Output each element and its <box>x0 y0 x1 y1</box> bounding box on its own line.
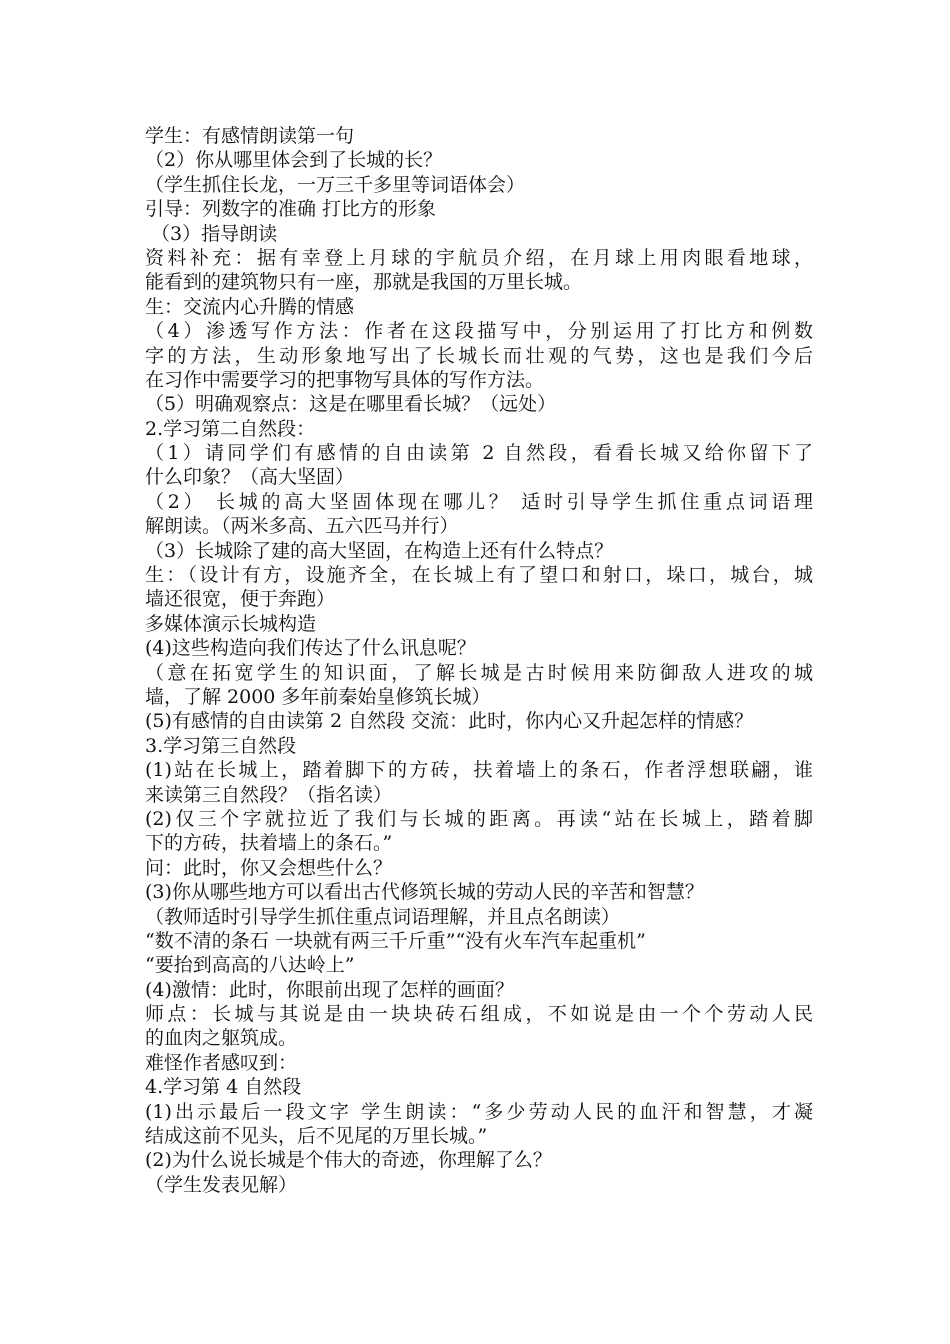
text-line: 引导：列数字的准确 打比方的形象 <box>145 198 437 221</box>
text-line: (3)你从哪些地方可以看出古代修筑长城的劳动人民的辛苦和智慧？ <box>145 881 704 904</box>
text-line: （教师适时引导学生抓住重点词语理解，并且点名朗读） <box>145 905 621 928</box>
text-line: 生：（设计有方，设施齐全，在长城上有了望口和射口，垛口，城台，城 <box>145 564 813 587</box>
document-body <box>145 124 813 1197</box>
text-line: （1）请同学们有感情的自由读第 2 自然段，看看长城又给你留下了 <box>145 442 813 465</box>
text-line: 结成这前不见头，后不见尾的万里长城。” <box>145 1125 488 1148</box>
text-line: 在习作中需要学习的把事物写具体的写作方法。 <box>145 368 545 391</box>
text-line: 问：此时，你又会想些什么？ <box>145 856 393 879</box>
text-line: 难怪作者感叹到： <box>145 1051 298 1074</box>
text-line: (4)这些构造向我们传达了什么讯息呢？ <box>145 637 476 660</box>
text-line: （4）渗透写作方法：作者在这段描写中，分别运用了打比方和例数 <box>145 320 813 343</box>
text-line: （3）长城除了建的高大坚固，在构造上还有什么特点？ <box>145 539 614 562</box>
text-line: (1)站在长城上，踏着脚下的方砖，扶着墙上的条石，作者浮想联翩，谁 <box>145 759 813 782</box>
text-line: （5）明确观察点：这是在哪里看长城？（远处） <box>145 393 557 416</box>
text-line: （学生抓住长龙，一万三千多里等词语体会） <box>145 173 526 196</box>
text-line: (4)激情：此时，你眼前出现了怎样的画面？ <box>145 978 514 1001</box>
text-line: 3.学习第三自然段 <box>145 734 297 757</box>
text-line: 师点：长城与其说是由一块块砖石组成，不如说是由一个个劳动人民 <box>145 1003 813 1026</box>
text-line: 下的方砖，扶着墙上的条石。” <box>145 832 393 855</box>
text-line: （2）你从哪里体会到了长城的长？ <box>145 149 443 172</box>
text-line: (2)为什么说长城是个伟大的奇迹，你理解了么？ <box>145 1149 552 1172</box>
text-line: （学生发表见解） <box>145 1173 298 1196</box>
text-line: 2.学习第二自然段： <box>145 417 316 440</box>
text-line: 的血肉之躯筑成。 <box>145 1027 298 1050</box>
text-line: (2)仅三个字就拉近了我们与长城的距离。再读“站在长城上，踏着脚 <box>145 807 813 830</box>
text-line: （意在拓宽学生的知识面，了解长城是古时候用来防御敌人进攻的城 <box>145 661 813 684</box>
text-line: 什么印象？（高大坚固） <box>145 466 355 489</box>
text-line: (5)有感情的自由读第 2 自然段 交流：此时，你内心又升起怎样的情感？ <box>145 710 754 733</box>
text-line: 学生：有感情朗读第一句 <box>145 125 355 147</box>
text-line: 解朗读。（两米多高、五六匹马并行） <box>145 515 459 538</box>
text-line: “要抬到高高的八达岭上” <box>145 954 355 977</box>
text-line: 能看到的建筑物只有一座，那就是我国的万里长城。 <box>145 271 583 294</box>
text-line: 多媒体演示长城构造 <box>145 612 317 635</box>
text-line: 字的方法，生动形象地写出了长城长而壮观的气势，这也是我们今后 <box>145 344 813 367</box>
text-line: (1)出示最后一段文字 学生朗读：“多少劳动人民的血汗和智慧，才凝 <box>145 1100 813 1123</box>
text-line: 来读第三自然段？（指名读） <box>145 783 393 806</box>
text-line: “数不清的条石 一块就有两三千斤重”“没有火车汽车起重机” <box>145 929 646 952</box>
text-line: （2） 长城的高大坚固体现在哪儿？ 适时引导学生抓住重点词语理 <box>145 490 813 513</box>
text-line: （3）指导朗读 <box>145 222 278 245</box>
text-line: 生：交流内心升腾的情感 <box>145 295 355 318</box>
text-line: 4.学习第 4 自然段 <box>145 1076 302 1099</box>
text-line: 墙，了解 2000 多年前秦始皇修筑长城） <box>145 685 491 708</box>
text-line: 资料补充：据有幸登上月球的宇航员介绍，在月球上用肉眼看地球， <box>145 246 813 269</box>
text-line: 墙还很宽，便于奔跑） <box>145 588 336 611</box>
